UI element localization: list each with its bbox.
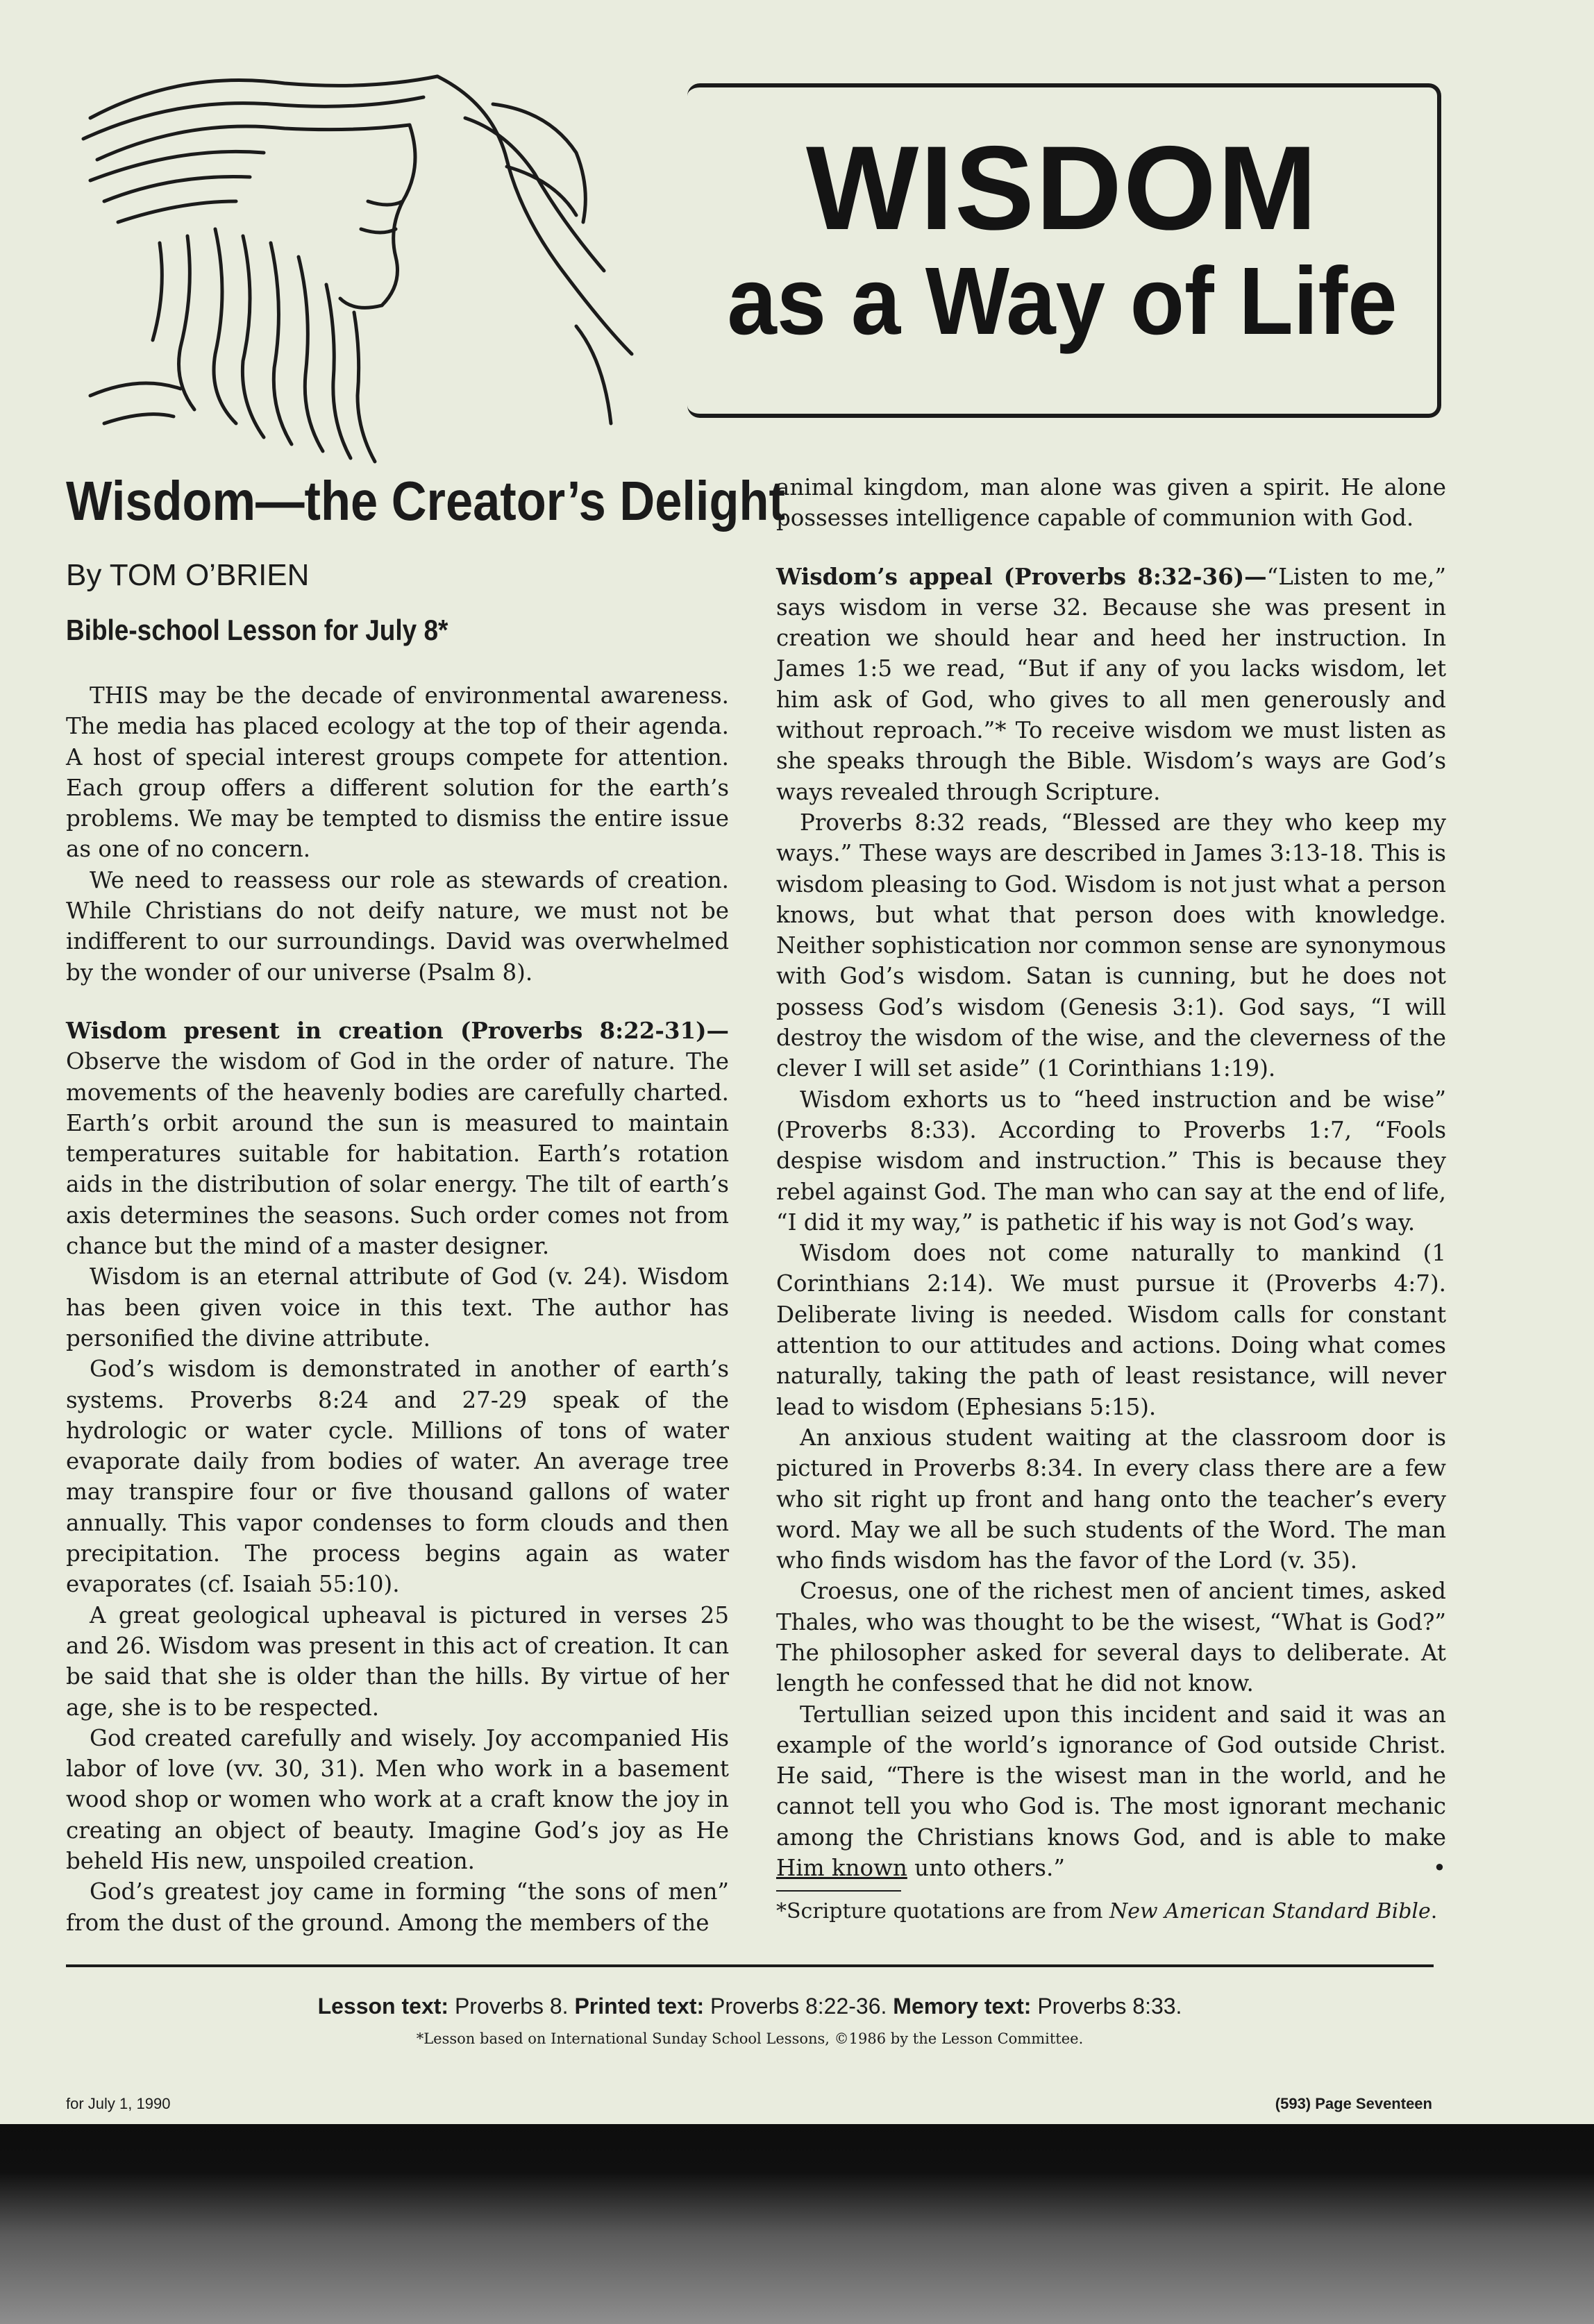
footnote-rule [776,1890,901,1892]
paragraph-text: Observe the wisdom of God in the order of nature. The movements of the heavenly bodies are carefully charted. Earth’s orbit around the sun is measured to maintain temperatures suitable for habitation. Earth’s rotation aids in the distribution of solar energy. The tilt of earth’s axis determines the seasons. Such order comes not from chance but the mind of a master designer. [66,1048,729,1260]
paragraph: Croesus, one of the richest men of ancient times, asked Thales, who was thought to be the wisest, “What is God?” The philosopher asked for several days to deliberate. At length he confessed that he did not know. [776,1578,1446,1697]
bottom-rule [66,1964,1434,1967]
printed-text: Proverbs 8:22-36. [704,1994,894,2019]
paragraph: We need to reassess our role as stewards of creation. While Christians do not deify nature, we must not be indifferent to our surroundings. David was overwhelmed by the wonder of our universe (Psalm 8). [66,866,729,986]
paragraph: THIS may be the decade of environmental awareness. The media has placed ecology at the top of their agenda. A host of special interest groups compete for attention. Each group offers a different solution for the earth’s problems. We may be tempted to dismiss the entire issue as one of no concern. [66,682,729,863]
end-mark: • [1432,1855,1446,1882]
lesson-info [66,1994,1434,2019]
footer-page-number: (593) Page Seventeen [1275,2095,1432,2112]
paragraph: Wisdom exhorts us to “heed instruction and be wise” (Proverbs 8:33). According to Proverbs 1:7, “Fools despise wisdom and instruction.” This is because they rebel against God. The man who can say at the end of life, “I did it my way,” is pathetic if his way is not God’s way. [776,1086,1446,1236]
footnote-text: *Scripture quotations are from [776,1899,1109,1924]
right-column [776,472,1446,1926]
footnote-suffix: . [1430,1899,1438,1924]
footer-date: for July 1, 1990 [66,2095,171,2112]
memory-text: Proverbs 8:33. [1031,1994,1182,2019]
paragraph: animal kingdom, man alone was given a spirit. He alone possesses intelligence capable of communion with God. [776,474,1446,532]
paragraph-text: “Listen to me,” says wisdom in verse 32. Because she was present in creation we should hear and heed her instruction. In James 1:5 we read, “But if any of you lacks wisdom, let him ask of God, who gives to all men generously and without reproach.”* To receive wisdom we must listen as she speaks through the Bible. Wisdom’s ways are God’s ways revealed through Scripture. [776,563,1447,805]
lesson-credit: *Lesson based on International Sunday School Lessons, ©1986 by the Lesson Committee. [416,2030,1084,2047]
paragraph [776,1699,1446,1884]
paragraph-text-end: unto others.” [907,1855,1065,1882]
printed-text-label: Printed text: [574,1994,705,2019]
paragraph: A great geological upheaval is pictured in verses 25 and 26. Wisdom was present in this act of creation. It can be said that she is older than the hills. By virtue of her age, she is to be respected. [66,1601,729,1721]
lesson-text-label: Lesson text: [317,1994,449,2019]
paragraph: God’s greatest joy came in forming “the sons of men” from the dust of the ground. Among the members of the [66,1878,729,1936]
paragraph: God’s wisdom is demonstrated in another of earth’s systems. Proverbs 8:24 and 27-29 speak of the hydrologic or water cycle. Millions of tons of water evaporate daily from bodies of water. An average tree may transpire four or five thousand gallons of water annually. This vapor condenses to form clouds and then precipitation. The process begins again as water evaporates (cf. Isaiah 55:10). [66,1356,729,1598]
paragraph-text: Tertullian seized upon this incident and said it was an example of the world’s ignorance of God outside Christ. He said, “There is the wisest man in the world, and he cannot tell you who God is. The most ignorant mechanic among the Christians knows God, and is able to make [776,1701,1446,1851]
section-paragraph [66,1016,729,1261]
paragraph: Wisdom is an eternal attribute of God (v. 24). Wisdom has been given voice in this text. The author has personified the divine attribute. [66,1263,729,1352]
section-heading: Wisdom’s appeal (Proverbs 8:32-36)— [776,562,1267,590]
memory-text-label: Memory text: [893,1994,1032,2019]
paragraph: Wisdom does not come naturally to mankind (1 Corinthians 2:14). We must pursue it (Proverbs 4:7). Deliberate living is needed. Wisdom calls for constant attention to our attitudes and actions. Doing what comes naturally, taking the path of least resistance, will never lead to wisdom (Ephesians 5:15). [776,1240,1446,1420]
bearded-man-illustration [76,62,701,479]
lesson-label: Bible-school Lesson for July 8* [66,614,448,646]
paragraph: Proverbs 8:32 reads, “Blessed are they who keep my ways.” These ways are described in James 3:13-18. This is wisdom pleasing to God. Wisdom is not just what a person knows, but what that person does with knowledge. Neither sophistication nor common sense are synonymous with God’s wisdom. Satan is cunning, but he does not possess God’s wisdom (Genesis 3:1). God says, “I will destroy the wisdom of the wise, and the cleverness of the clever I will set aside” (1 Corinthians 1:19). [776,809,1446,1082]
scan-background [0,2124,1594,2324]
article-title: Wisdom—the Creator’s Delight [66,470,785,532]
lesson-text: Proverbs 8. [448,1994,575,2019]
left-column [66,470,785,1938]
byline: By TOM O’BRIEN [66,558,310,592]
footnote-italic: New American Standard Bible [1109,1899,1431,1924]
section-paragraph [776,562,1446,807]
page-title: WISDOM [805,121,1319,255]
section-heading: Wisdom present in creation (Proverbs 8:22-31)— [66,1016,729,1044]
footnote [776,1897,1446,1926]
paragraph: An anxious student waiting at the classroom door is pictured in Proverbs 8:34. In every class there are a few who sit right up front and hang onto the teacher’s every word. May we all be such students of the Word. The man who finds wisdom has the favor of the Lord (v. 35). [776,1424,1446,1574]
page-subtitle: as a Way of Life [727,248,1398,355]
paragraph: God created carefully and wisely. Joy accompanied His labor of love (vv. 30, 31). Men who work in a basement wood shop or women who work at a craft know the joy in creating an object of beauty. Imagine God’s joy as He beheld His new, unspoiled creation. [66,1724,729,1874]
underlined-text: Him known [776,1855,907,1882]
